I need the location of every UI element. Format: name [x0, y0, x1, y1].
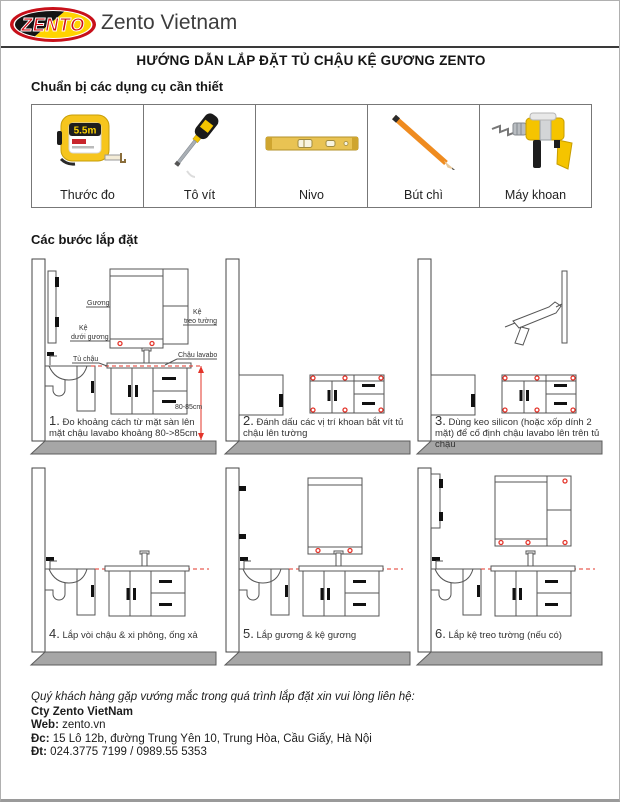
footer-phone-label: Đt: [31, 746, 47, 758]
step-number: 4. [49, 626, 60, 641]
step-2-caption [243, 415, 411, 439]
tape-measure-icon [45, 109, 131, 181]
tool-cell-pencil [367, 105, 479, 207]
step-number: 3. [435, 413, 446, 428]
step-text: Lắp gương & kệ gương [256, 630, 357, 641]
footer-web-label: Web: [31, 719, 59, 731]
wall-shelf-label-2: treo tường [184, 318, 218, 325]
step-number: 1. [49, 413, 60, 428]
step-1-card [29, 257, 219, 459]
tape-measure-badge: 5.5m [73, 125, 96, 137]
step-text: Lắp kệ treo tường (nếu có) [448, 630, 562, 641]
footer-note: Quý khách hàng gặp vướng mắc trong quá trình lắp đặt xin vui lòng liên hệ: [31, 691, 415, 703]
tool-cell-level [255, 105, 367, 207]
step-text: Lắp vòi chậu & xi phông, ống xả [62, 630, 198, 641]
level-icon [260, 109, 364, 181]
basin-label: Chậu lavabo [178, 352, 218, 359]
logo-text: ZENTO [21, 15, 85, 35]
pencil-icon [376, 109, 472, 181]
cabinet-label: Tủ chậu [73, 356, 99, 363]
zento-logo-icon [9, 6, 97, 43]
floor [31, 441, 216, 454]
steps-section-heading: Các bước lắp đặt [31, 232, 138, 247]
tools-section-heading: Chuẩn bị các dụng cụ cần thiết [31, 79, 224, 94]
footer-address-value: 15 Lô 12b, đường Trung Yên 10, Trung Hòa, Cầu Giấy, Hà Nội [52, 732, 372, 745]
tool-cell-screwdriver [143, 105, 255, 207]
step-3-caption [435, 415, 603, 450]
footer-company: Cty Zento VietNam [31, 705, 134, 718]
basin-panel [562, 271, 567, 343]
step-number: 6. [435, 626, 446, 641]
wall-shelf-label-1: Kệ [193, 309, 202, 316]
footer-phone-value: 024.3775 7199 / 0989.55 5353 [50, 746, 207, 758]
step-1-caption [49, 415, 199, 439]
step-2-card [223, 257, 413, 459]
step-number: 5. [243, 626, 254, 641]
screwdriver-icon [157, 109, 243, 181]
brand-name: Zento Vietnam [101, 11, 238, 34]
tool-label: Nivo [298, 188, 324, 202]
step-5-card [223, 466, 413, 676]
drill-icon [486, 109, 586, 181]
footer-contact [31, 691, 415, 760]
step-4-caption [49, 628, 217, 641]
step-number: 2. [243, 413, 254, 428]
tool-label: Bút chì [404, 188, 443, 202]
tool-label: Thước đo [60, 188, 115, 202]
tool-label: Máy khoan [504, 188, 567, 202]
step-5-caption [243, 628, 411, 641]
silicone-gun-icon [513, 302, 561, 328]
tools-table [31, 104, 592, 208]
header [1, 1, 620, 48]
height-label: 80-85cm [175, 404, 203, 411]
footer-address-label: Đc: [31, 732, 50, 745]
under-mirror-label-2: dưới gương [71, 334, 109, 341]
step-text: Đánh dấu các vị trí khoan bắt vít tủ chậu lên tường [243, 417, 404, 439]
tool-cell-tape-measure [32, 105, 143, 207]
under-mirror-label-1: Kệ [79, 325, 88, 332]
step-6-caption [435, 628, 603, 641]
page-title: HƯỚNG DẪN LẮP ĐẶT TỦ CHẬU KỆ GƯƠNG ZENTO [136, 53, 486, 68]
step-4-card [29, 466, 219, 676]
step-6-card [415, 466, 605, 676]
wall [32, 259, 45, 441]
footer-web-value: zento.vn [62, 719, 106, 731]
mirror-label: Gương [87, 300, 110, 307]
tool-cell-drill [479, 105, 591, 207]
step-3-card [415, 257, 605, 459]
step-text: Dùng keo silicon (hoặc xốp dính 2 mặt) để cố định chậu lavabo lên trên tủ chậu [435, 417, 600, 450]
step-text: Đo khoảng cách từ mặt sàn lên mặt chậu lavabo khoảng 80->85cm [49, 417, 198, 439]
tool-label: Tô vít [183, 188, 216, 202]
